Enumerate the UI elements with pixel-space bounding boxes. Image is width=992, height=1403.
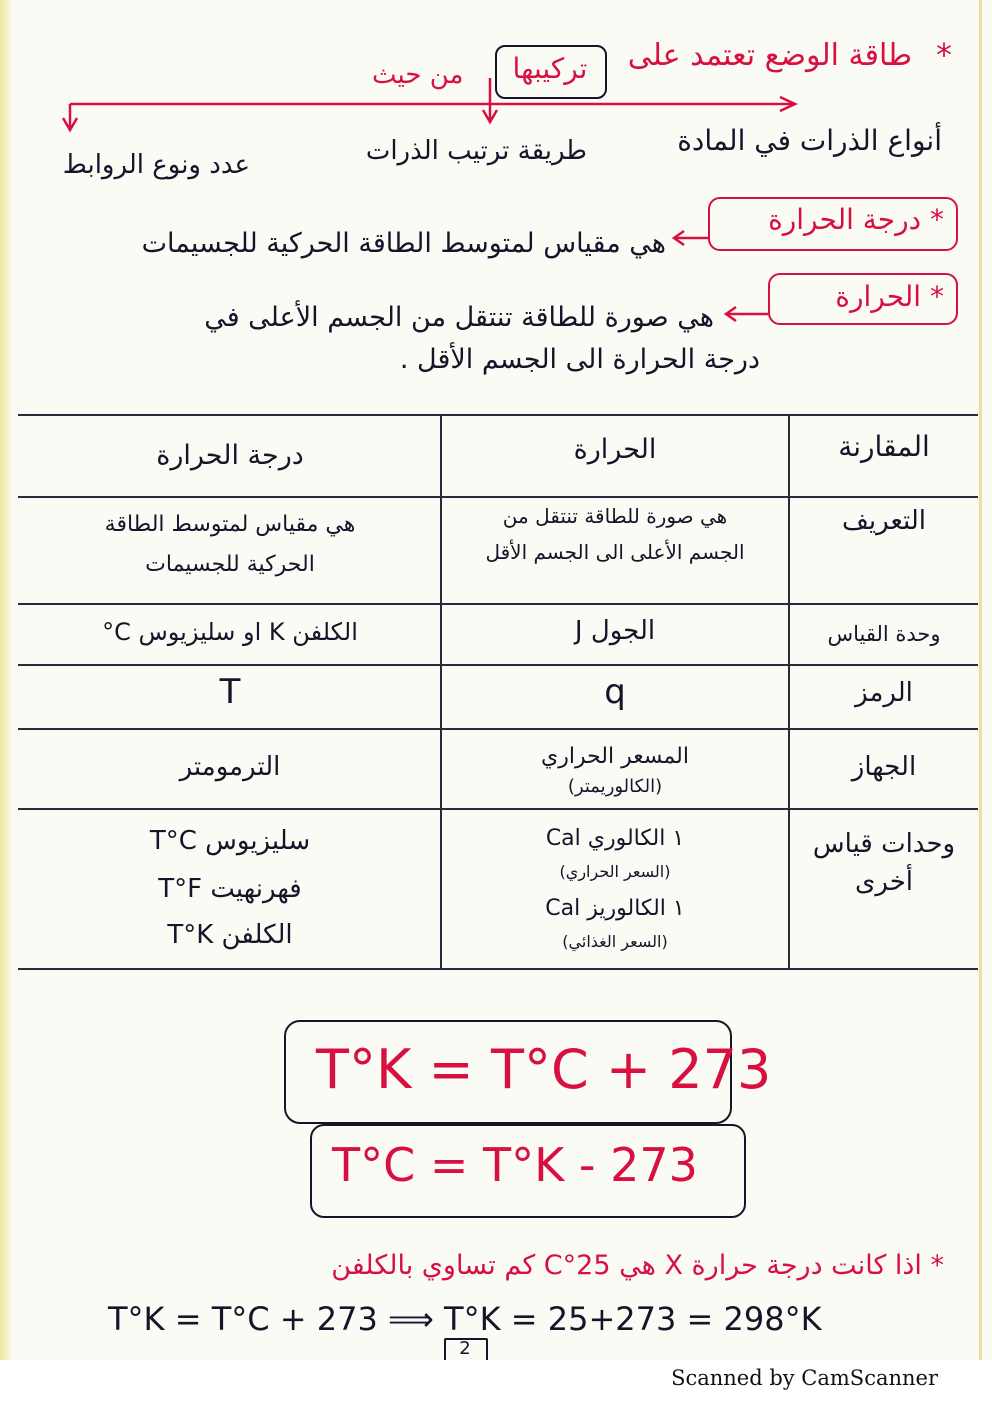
row-label-unit: وحدة القياس xyxy=(827,622,941,646)
device-temperature: الترمومتر xyxy=(179,752,281,782)
heat-definition-line1: هي صورة للطاقة تنتقل من الجسم الأعلى في xyxy=(204,302,714,333)
formula-celsius: T°C = T°K - 273 xyxy=(332,1138,698,1192)
other-heat-line2: (السعر الحراري) xyxy=(559,862,671,881)
other-heat-line1: ١ الكالوري Cal xyxy=(545,826,685,851)
definition-heat-line2: الجسم الأعلى الى الجسم الأقل xyxy=(485,540,745,564)
header-heat: الحرارة xyxy=(573,434,657,465)
page-edge-right xyxy=(979,0,982,1360)
other-heat-line4: (السعر الغذائي) xyxy=(562,932,668,951)
intro-star: * xyxy=(936,36,952,74)
unit-temperature: الكلفن K او سليزيوس C° xyxy=(102,618,358,646)
boxed-word: تركيبها xyxy=(512,52,588,85)
example-solution: T°K = T°C + 273 ⟹ T°K = 25+273 = 298°K xyxy=(108,1300,822,1338)
symbol-temperature: T xyxy=(219,672,241,712)
intro-line: طاقة الوضع تعتمد على xyxy=(627,38,912,73)
formula-kelvin: T°K = T°C + 273 xyxy=(316,1038,772,1101)
branch-atom-types: أنواع الذرات في المادة xyxy=(677,124,942,157)
page-edge-left xyxy=(0,0,14,1360)
example-question: * اذا كانت درجة حرارة X هي 25°C كم تساوي بالكلفن xyxy=(331,1250,944,1281)
branch-bonds: عدد ونوع الروابط xyxy=(62,150,250,180)
other-temperature-kelvin: الكلفن T°K xyxy=(167,920,293,950)
temperature-definition: هي مقياس لمتوسط الطاقة الحركية للجسيمات xyxy=(141,228,666,259)
heat-definition-line2: درجة الحرارة الى الجسم الأقل . xyxy=(399,344,760,375)
branch-atom-arrangement: طريقة ترتيب الذرات xyxy=(365,136,587,166)
heat-term: * الحرارة xyxy=(835,280,944,313)
unit-heat: الجول J xyxy=(574,616,656,646)
header-temperature: درجة الحرارة xyxy=(156,440,304,471)
symbol-heat: q xyxy=(604,672,626,712)
header-compare: المقارنة xyxy=(838,430,930,463)
definition-heat-line1: هي صورة للطاقة تنتقل من xyxy=(502,504,728,528)
other-temperature-celsius: سليزيوس T°C xyxy=(149,826,311,856)
device-heat-line1: المسعر الحراري xyxy=(540,744,690,769)
arrow-left-icon xyxy=(722,304,770,324)
row-label-other-units: وحدات قياس أخرى xyxy=(812,829,956,897)
arrow-left-icon xyxy=(670,228,710,248)
temperature-term: * درجة الحرارة xyxy=(768,203,944,236)
definition-temperature-line1: هي مقياس لمتوسط الطاقة xyxy=(104,512,356,537)
row-label-definition: التعريف xyxy=(841,506,927,536)
row-label-device: الجهاز xyxy=(851,752,917,782)
scanner-watermark: Scanned by CamScanner xyxy=(671,1366,938,1390)
other-temperature-fahrenheit: فهرنهيت T°F xyxy=(158,874,302,904)
row-label-symbol: الرمز xyxy=(855,678,913,708)
intro-line-end: من حيث xyxy=(372,60,464,90)
definition-temperature-line2: الحركية للجسيمات xyxy=(145,552,315,577)
device-heat-line2: (الكالوريمتر) xyxy=(567,776,663,797)
page-number: 2 xyxy=(459,1338,471,1359)
other-heat-line3: ١ الكالوريز Cal xyxy=(545,896,685,921)
